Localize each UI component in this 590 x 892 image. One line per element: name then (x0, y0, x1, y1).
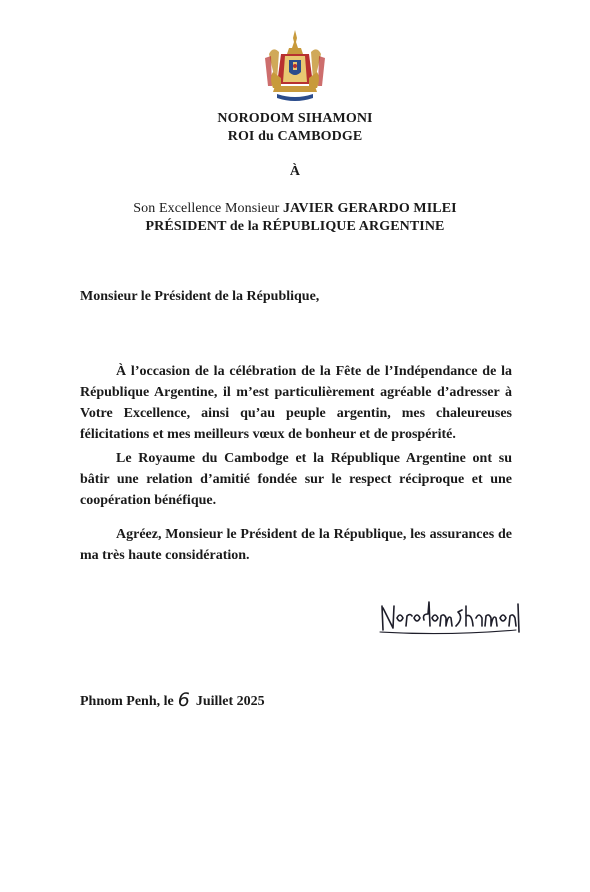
date-place: Phnom Penh, le (80, 694, 174, 709)
sender-name: NORODOM SIHAMONI (217, 111, 373, 126)
date-day-handwritten: 6 (177, 689, 190, 711)
recipient-line-1 (0, 200, 590, 218)
handwritten-signature (376, 596, 526, 640)
date-line (80, 688, 265, 710)
recipient-title: PRÉSIDENT de la RÉPUBLIQUE ARGENTINE (145, 219, 445, 234)
body-paragraph-2: Le Royaume du Cambodge et la République Argentine ont su bâtir une relation d’amitié fondée sur le respect réciproque et une coopération bénéfique. (80, 451, 512, 508)
royal-crest-icon (259, 28, 331, 104)
salutation: Monsieur le Président de la République, (80, 289, 320, 304)
recipient-block (0, 200, 590, 236)
date-month-year: Juillet 2025 (195, 694, 265, 709)
body-paragraph-1: À l’occasion de la célébration de la Fête de l’Indépendance de la République Argentine, il m’est particulièrement agréable d’adresser à Votre Excellence, ainsi qu’au peuple argentin, mes chaleureuses félicitations et mes meilleurs vœux de bonheur et de prospérité. (80, 364, 512, 442)
addressee-marker: À (289, 164, 301, 179)
body-paragraph-3: Agréez, Monsieur le Président de la République, les assurances de ma très haute considération. (80, 527, 512, 563)
sender-block (0, 110, 590, 146)
sender-title: ROI du CAMBODGE (227, 129, 363, 144)
recipient-honorific: Son Excellence Monsieur (133, 201, 284, 216)
recipient-name: JAVIER GERARDO MILEI (283, 201, 457, 216)
